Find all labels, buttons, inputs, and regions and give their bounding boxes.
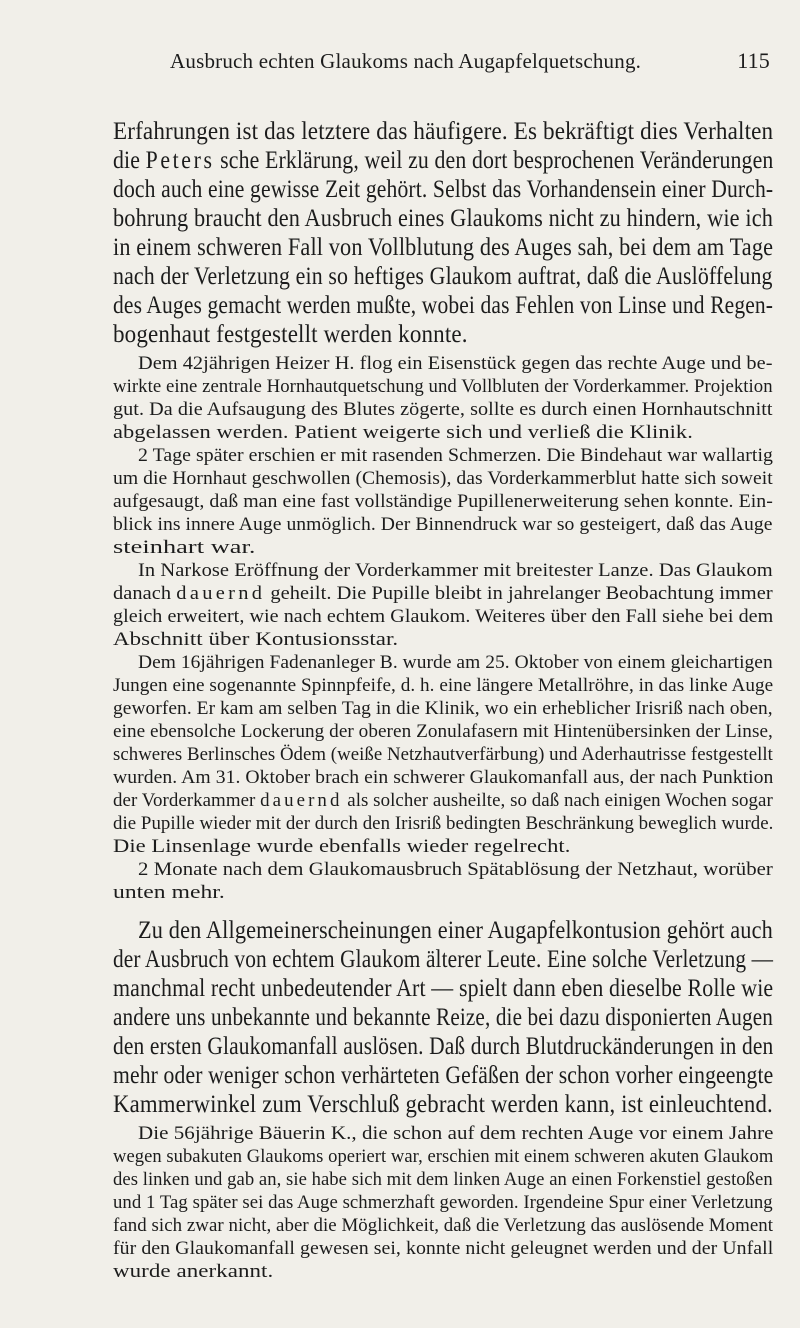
spaced-emphasis: dauernd [260,791,343,811]
body-text-line: Zu den Allgemeinerscheinungen einer Augapfelkontusion gehört auch [138,917,773,944]
case-report-line: fand sich zwar nicht, aber die Möglichkeit, daß die Verletzung das auslösende Moment [113,1216,774,1236]
case-report-line: und 1 Tag später sei das Auge schmerzhaft geworden. Irgendeine Spur einer Verletzung [113,1193,773,1213]
body-text-line: in einem schweren Fall von Vollblutung des Auges sah, bei dem am Tage [113,234,774,261]
body-text-line: doch auch eine gewisse Zeit gehört. Selbst das Vorhandensein einer Durch- [113,176,774,203]
case-report-line: Jungen eine sogenannte Spinnpfeife, d. h. eine längere Metallröhre, in das linke Auge [113,676,774,696]
spaced-emphasis: dauernd [176,584,266,604]
running-title: Ausbruch echten Glaukoms nach Augapfelquetschung. [170,49,642,73]
case-report-line: Abschnitt über Kontusionsstar. [113,630,399,650]
body-text-line: Erfahrungen ist das letztere das häufigere. Es bekräftigt dies Verhalten [113,118,774,145]
page-number: 115 [737,48,770,73]
case-report-line: abgelassen werden. Patient weigerte sich und verließ die Klinik. [113,423,693,443]
case-report-line: wurde anerkannt. [113,1262,274,1282]
case-report-line: danach dauernd geheilt. Die Pupille bleibt in jahrelanger Beobachtung immer [113,584,773,604]
case-report-line: des linken und gab an, sie habe sich mit dem linken Auge an einen Forkenstiel gestoßen [113,1170,773,1190]
body-text-line: Kammerwinkel zum Verschluß gebracht werden kann, ist einleuchtend. [113,1091,773,1118]
spaced-emphasis: Peters [145,147,215,174]
case-report-line: wurden. Am 31. Oktober brach ein schwerer Glaukomanfall aus, der nach Punktion [113,768,774,788]
body-text-line: des Auges gemacht werden mußte, wobei das Fehlen von Linse und Regen- [113,292,774,319]
case-report-line: Die Linsenlage wurde ebenfalls wieder regelrecht. [113,837,571,857]
body-text-line: andere uns unbekannte und bekannte Reize, die bei dazu disponierten Augen [113,1004,774,1031]
body-text-line: den ersten Glaukomanfall auslösen. Daß durch Blutdruckänderungen in den [113,1033,774,1060]
body-text-line: bohrung braucht den Ausbruch eines Glaukoms nicht zu hindern, wie ich [113,205,774,232]
case-report-line: Dem 16jährigen Fadenanleger B. wurde am 25. Oktober von einem gleichartigen [138,653,773,673]
case-report-line: schweres Berlinsches Ödem (weiße Netzhautverfärbung) und Aderhautrisse festgestellt [113,745,773,765]
case-report-line: wirkte eine zentrale Hornhautquetschung und Vollbluten der Vorderkammer. Projektion [113,377,773,397]
body-text-line: der Ausbruch von echtem Glaukom älterer Leute. Eine solche Verletzung — [113,946,774,973]
case-report-line: wegen subakuten Glaukoms operiert war, erschien mit einem schweren akuten Glaukom [113,1147,774,1167]
body-text-line: die Peters sche Erklärung, weil zu den dort besprochenen Veränderungen [113,147,774,174]
case-report-line: blick ins innere Auge unmöglich. Der Binnendruck war so gesteigert, daß das Auge [113,515,773,535]
case-report-line: aufgesaugt, daß man eine fast vollständige Pupillenerweiterung sehen konnte. Ein- [113,492,773,512]
body-text-line: bogenhaut festgestellt werden konnte. [113,321,468,348]
body-text-line: manchmal recht unbedeutender Art — spielt dann eben dieselbe Rolle wie [113,975,774,1002]
case-report-line: 2 Monate nach dem Glaukomausbruch Spätablösung der Netzhaut, worüber [138,860,773,880]
case-report-line: gut. Da die Aufsaugung des Blutes zögerte, sollte es durch einen Hornhautschnitt [113,400,773,420]
case-report-line: für den Glaukomanfall gewesen sei, konnte nicht geleugnet werden und der Unfall [113,1239,774,1259]
case-report-line: unten mehr. [113,883,225,903]
case-report-line: eine ebensolche Lockerung der oberen Zonulafasern mit Hintenübersinken der Linse, [113,722,773,742]
case-report-line: gleich erweitert, wie nach echtem Glaukom. Weiteres über den Fall siehe bei dem [113,607,774,627]
case-report-line: Dem 42jährigen Heizer H. flog ein Eisenstück gegen das rechte Auge und be- [138,354,773,374]
case-report-line: 2 Tage später erschien er mit rasenden Schmerzen. Die Bindehaut war wallartig [138,446,773,466]
case-report-line: geworfen. Er kam am selben Tag in die Klinik, wo ein erheblicher Irisriß nach oben, [113,699,773,719]
case-report-line: die Pupille wieder mit der durch den Irisriß bedingten Beschränkung beweglich wurde. [113,814,774,834]
case-report-line: In Narkose Eröffnung der Vorderkammer mit breitester Lanze. Das Glaukom [138,561,773,581]
case-report-line: steinhart war. [113,538,256,558]
body-text-line: nach der Verletzung ein so heftiges Glaukom auftrat, daß die Auslöffelung [113,263,773,290]
case-report-line: Die 56jährige Bäuerin K., die schon auf dem rechten Auge vor einem Jahre [138,1124,774,1144]
body-text-line: mehr oder weniger schon verhärteten Gefäßen der schon vorher eingeengte [113,1062,774,1089]
case-report-line: der Vorderkammer dauernd als solcher ausheilte, so daß nach einigen Wochen sogar [113,791,773,811]
case-report-line: um die Hornhaut geschwollen (Chemosis), das Vorderkammerblut hatte sich soweit [113,469,773,489]
